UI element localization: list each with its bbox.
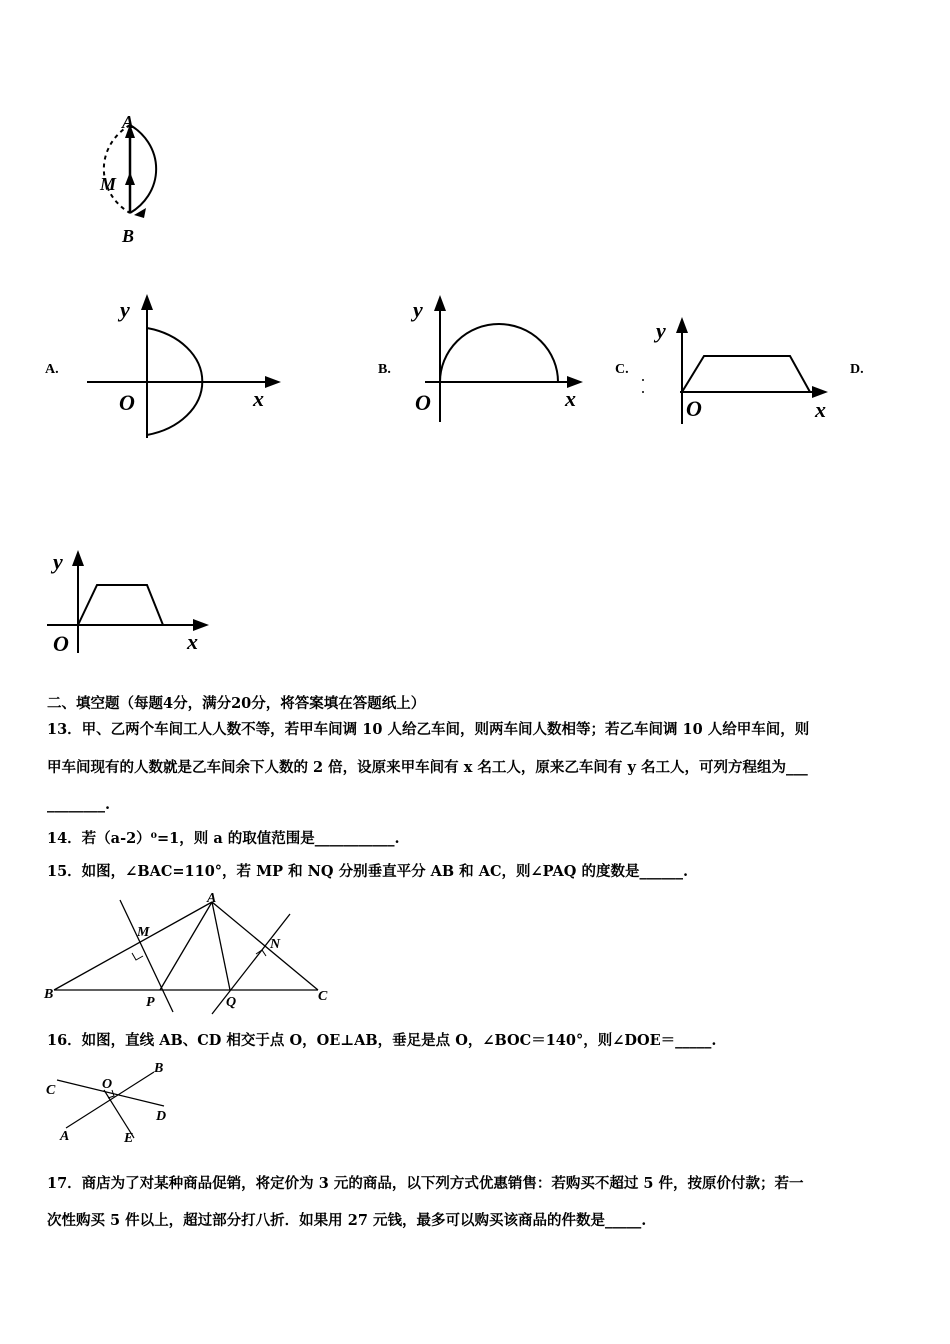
option-a-label: A. [45,362,59,377]
option-a-x-label: x [253,386,264,411]
q15-text: 15．如图，∠BAC=110°，若 MP 和 NQ 分别垂直平分 AB 和 AC，则∠PAQ 的度数是______. [47,863,688,880]
option-d-o-label: O [53,631,69,656]
q15-triangle-figure [42,890,334,1018]
option-c-x-label: x [815,397,826,422]
option-b-y-label: y [413,297,423,322]
q16-label-a: A [60,1129,70,1144]
q15-label-m: M [137,925,150,940]
option-c-o-label: O [686,396,702,421]
q14-text: 14．若（a-2）⁰=1，则 a 的取值范围是___________. [47,830,400,847]
q15-label-q: Q [226,995,237,1010]
q17-line2: 次性购买 5 件以上，超过部分打八折．如果用 27 元钱，最多可以购买该商品的件数是_____. [47,1212,647,1229]
option-b-label: B. [378,362,391,377]
q16-label-e: E [124,1131,134,1144]
circle-motion-figure [60,110,210,250]
option-c-label: C. [615,362,629,377]
q15-label-b: B [44,987,54,1002]
option-d-graph [45,545,220,660]
point-m-label: M [100,174,117,194]
option-a-o-label: O [119,390,135,415]
point-b-label: B [122,226,135,246]
option-a-y-label: y [120,297,130,322]
option-c-graph [640,312,840,430]
q15-label-n: N [270,937,281,952]
option-c-y-label: y [656,318,666,343]
q16-label-o: O [102,1077,113,1092]
q16-label-c: C [46,1083,56,1098]
q13-line2: 甲车间现有的人数就是乙车间余下人数的 2 倍，设原来甲车间有 x 名工人，原来乙车间有 y 名工人，可列方程组为___ [47,759,808,776]
q16-text: 16．如图，直线 AB、CD 相交于点 O，OE⊥AB，垂足是点 O，∠BOC＝140°，则∠DOE＝_____. [47,1032,717,1049]
option-d-label: D. [850,362,864,377]
q13-line1: 13．甲、乙两个车间工人人数不等，若甲车间调 10 人给乙车间，则两车间人数相等；若乙车间调 10 人给甲车间，则 [47,721,810,738]
option-b-o-label: O [415,390,431,415]
q16-intersecting-lines-figure [42,1058,172,1144]
q15-label-a: A [207,891,217,906]
option-d-x-label: x [187,629,198,654]
option-b-x-label: x [565,386,576,411]
section-heading: 二、填空题（每题4分，满分20分，将答案填在答题纸上） [47,695,426,712]
point-a-label: A [122,112,135,132]
option-b-graph [405,290,595,430]
q16-label-b: B [154,1061,164,1076]
option-a-graph [85,290,295,440]
q15-label-p: P [146,995,155,1010]
q16-label-d: D [156,1109,167,1124]
q15-label-c: C [318,989,328,1004]
option-d-y-label: y [53,549,63,574]
q13-line3: ________. [47,796,111,813]
q17-line1: 17．商店为了对某种商品促销，将定价为 3 元的商品，以下列方式优惠销售：若购买不超过 5 件，按原价付款；若一 [47,1175,804,1192]
